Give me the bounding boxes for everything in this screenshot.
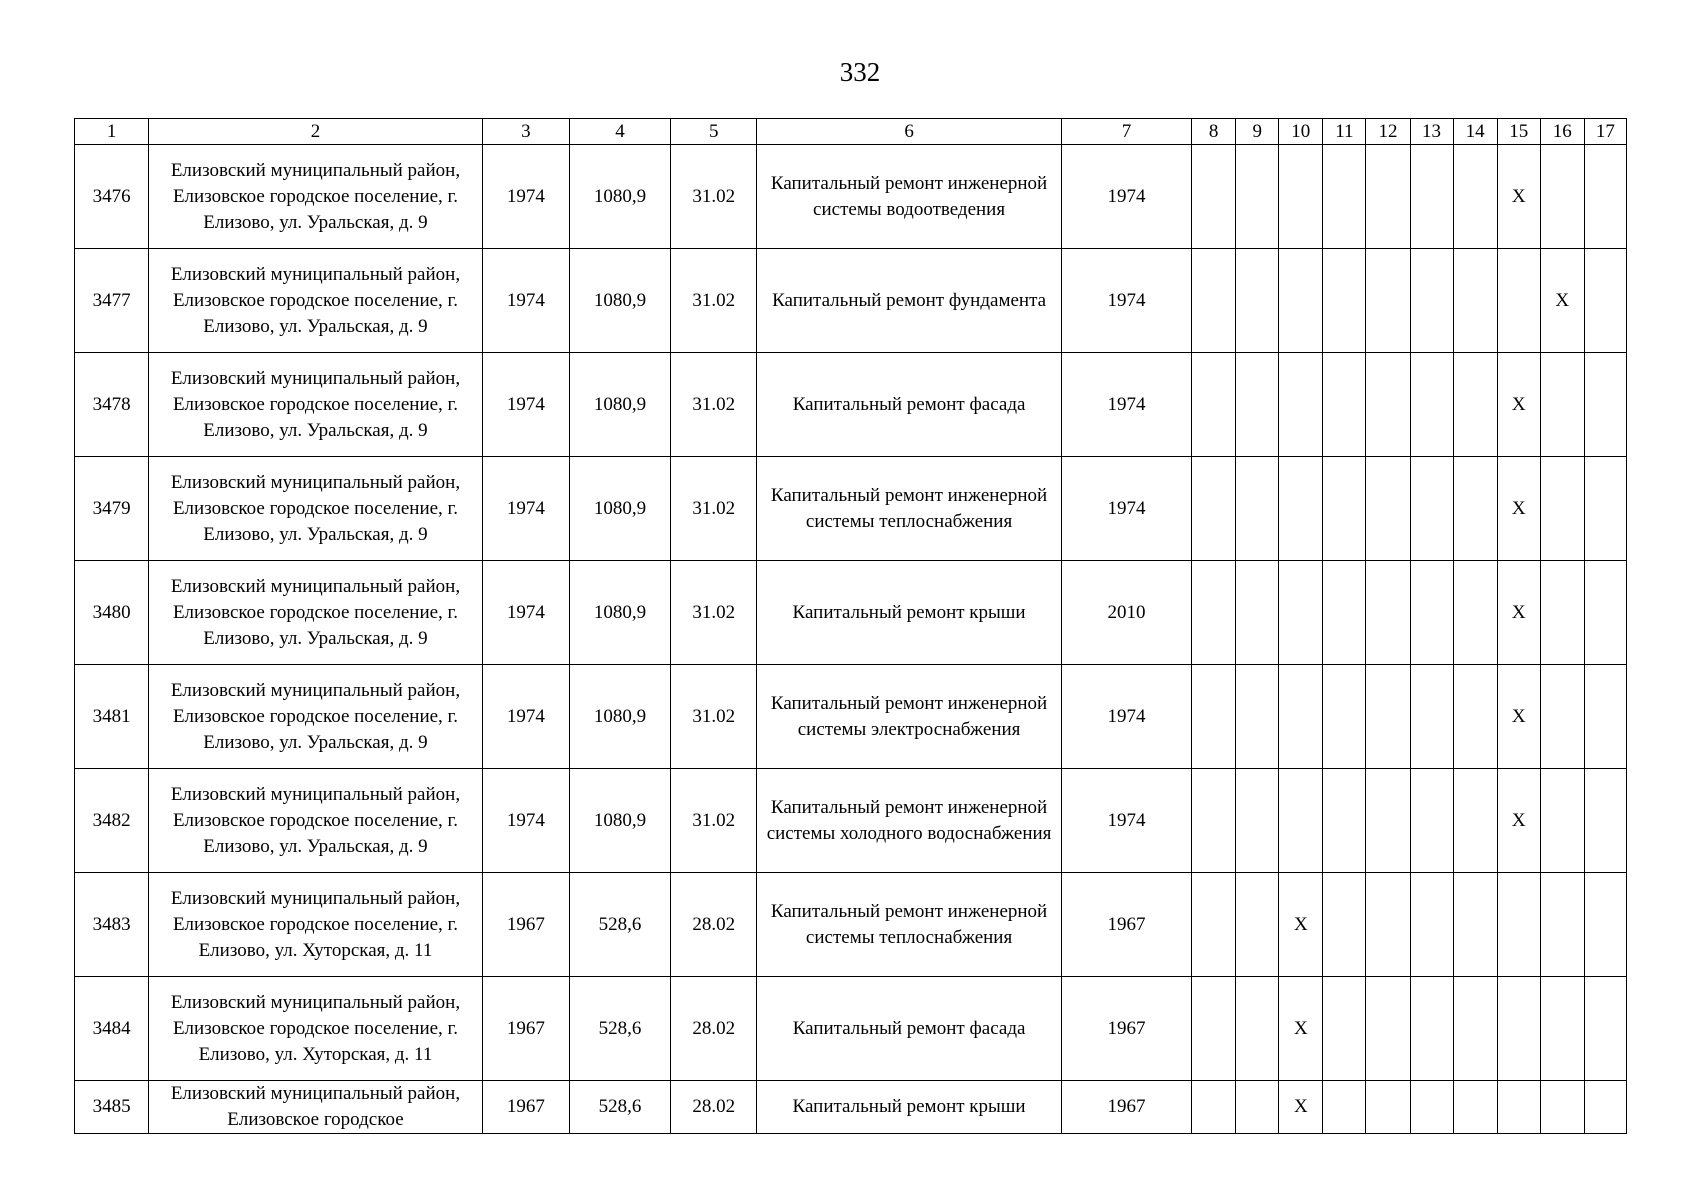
empty-cell-16: [1540, 1081, 1584, 1134]
mark-cell-15: X: [1497, 145, 1540, 249]
last-repair-year-cell: 1967: [1061, 873, 1191, 977]
work-type-cell: Капитальный ремонт крыши: [757, 561, 1062, 665]
area-cell: 528,6: [569, 1081, 670, 1134]
empty-cell-17: [1584, 1081, 1626, 1134]
address-text: Елизовский муниципальный район, Елизовское городское поселение, г. Елизово, ул. Уральская, д. 9: [170, 679, 461, 753]
column-number-11: 11: [1323, 119, 1366, 145]
empty-cell-13: [1410, 457, 1453, 561]
last-repair-year-cell: 1974: [1061, 353, 1191, 457]
empty-cell-9: [1236, 665, 1279, 769]
empty-cell-15: [1497, 873, 1540, 977]
empty-cell-8: [1192, 561, 1236, 665]
column-number-3: 3: [482, 119, 569, 145]
wear-cell: 28.02: [671, 873, 757, 977]
table-row: [75, 769, 1627, 873]
empty-cell-11: [1323, 977, 1366, 1081]
empty-cell-14: [1453, 457, 1497, 561]
record-number-cell: 3484: [75, 977, 149, 1081]
empty-cell-16: [1540, 977, 1584, 1081]
mark-cell-10: X: [1279, 977, 1323, 1081]
table-body: [75, 119, 1627, 1134]
mark-cell-15: X: [1497, 665, 1540, 769]
empty-cell-9: [1236, 249, 1279, 353]
empty-cell-12: [1366, 457, 1410, 561]
empty-cell-17: [1584, 561, 1626, 665]
column-number-12: 12: [1366, 119, 1410, 145]
address-cell: [149, 353, 483, 457]
address-cell: [149, 561, 483, 665]
empty-cell-10: [1279, 145, 1323, 249]
mark-cell-10: X: [1279, 873, 1323, 977]
column-number-2: 2: [149, 119, 483, 145]
empty-cell-8: [1192, 353, 1236, 457]
address-text: Елизовский муниципальный район, Елизовское городское поселение, г. Елизово, ул. Уральская, д. 9: [170, 263, 461, 337]
column-number-15: 15: [1497, 119, 1540, 145]
address-cell: [149, 769, 483, 873]
empty-cell-11: [1323, 249, 1366, 353]
empty-cell-13: [1410, 769, 1453, 873]
column-number-8: 8: [1192, 119, 1236, 145]
empty-cell-13: [1410, 977, 1453, 1081]
address-cell: [149, 145, 483, 249]
work-type-cell: Капитальный ремонт инженерной системы холодного водоснабжения: [757, 769, 1062, 873]
last-repair-year-cell: 1967: [1061, 1081, 1191, 1134]
empty-cell-16: [1540, 769, 1584, 873]
empty-cell-8: [1192, 769, 1236, 873]
empty-cell-17: [1584, 873, 1626, 977]
empty-cell-17: [1584, 353, 1626, 457]
table-row: [75, 561, 1627, 665]
empty-cell-17: [1584, 977, 1626, 1081]
empty-cell-8: [1192, 249, 1236, 353]
empty-cell-12: [1366, 665, 1410, 769]
table-row: [75, 1081, 1627, 1134]
table-row: [75, 457, 1627, 561]
empty-cell-11: [1323, 145, 1366, 249]
empty-cell-17: [1584, 457, 1626, 561]
empty-cell-12: [1366, 249, 1410, 353]
work-type-cell: Капитальный ремонт инженерной системы теплоснабжения: [757, 873, 1062, 977]
wear-cell: 31.02: [671, 665, 757, 769]
column-number-17: 17: [1584, 119, 1626, 145]
empty-cell-8: [1192, 1081, 1236, 1134]
empty-cell-15: [1497, 1081, 1540, 1134]
address-text: Елизовский муниципальный район, Елизовское городское: [170, 1083, 461, 1130]
empty-cell-12: [1366, 353, 1410, 457]
last-repair-year-cell: 1974: [1061, 249, 1191, 353]
empty-cell-14: [1453, 769, 1497, 873]
record-number-cell: 3482: [75, 769, 149, 873]
empty-cell-9: [1236, 769, 1279, 873]
empty-cell-17: [1584, 665, 1626, 769]
wear-cell: 31.02: [671, 353, 757, 457]
column-number-16: 16: [1540, 119, 1584, 145]
column-number-row: [75, 119, 1627, 145]
table-row: [75, 873, 1627, 977]
record-number-cell: 3480: [75, 561, 149, 665]
area-cell: 1080,9: [569, 457, 670, 561]
last-repair-year-cell: 1967: [1061, 977, 1191, 1081]
empty-cell-15: [1497, 977, 1540, 1081]
table-row: [75, 977, 1627, 1081]
mark-cell-15: X: [1497, 769, 1540, 873]
address-cell: [149, 1081, 483, 1134]
empty-cell-13: [1410, 1081, 1453, 1134]
table-row: [75, 145, 1627, 249]
record-number-cell: 3479: [75, 457, 149, 561]
wear-cell: 31.02: [671, 249, 757, 353]
table-row: [75, 665, 1627, 769]
empty-cell-14: [1453, 353, 1497, 457]
empty-cell-14: [1453, 665, 1497, 769]
empty-cell-14: [1453, 145, 1497, 249]
column-number-7: 7: [1061, 119, 1191, 145]
empty-cell-8: [1192, 145, 1236, 249]
work-type-cell: Капитальный ремонт фундамента: [757, 249, 1062, 353]
address-cell: [149, 873, 483, 977]
build-year-cell: 1974: [482, 665, 569, 769]
column-number-14: 14: [1453, 119, 1497, 145]
build-year-cell: 1974: [482, 353, 569, 457]
column-number-1: 1: [75, 119, 149, 145]
wear-cell: 31.02: [671, 457, 757, 561]
address-text: Елизовский муниципальный район, Елизовское городское поселение, г. Елизово, ул. Уральская, д. 9: [170, 367, 461, 441]
empty-cell-12: [1366, 561, 1410, 665]
wear-cell: 28.02: [671, 1081, 757, 1134]
empty-cell-11: [1323, 457, 1366, 561]
empty-cell-16: [1540, 873, 1584, 977]
empty-cell-13: [1410, 873, 1453, 977]
empty-cell-8: [1192, 873, 1236, 977]
area-cell: 1080,9: [569, 353, 670, 457]
column-number-10: 10: [1279, 119, 1323, 145]
column-number-9: 9: [1236, 119, 1279, 145]
wear-cell: 28.02: [671, 977, 757, 1081]
column-number-6: 6: [757, 119, 1062, 145]
work-type-cell: Капитальный ремонт фасада: [757, 353, 1062, 457]
record-number-cell: 3477: [75, 249, 149, 353]
address-cell: [149, 665, 483, 769]
area-cell: 1080,9: [569, 665, 670, 769]
empty-cell-9: [1236, 1081, 1279, 1134]
table-row: [75, 353, 1627, 457]
address-text: Елизовский муниципальный район, Елизовское городское поселение, г. Елизово, ул. Хуторская, д. 11: [170, 887, 461, 961]
empty-cell-12: [1366, 977, 1410, 1081]
mark-cell-15: X: [1497, 561, 1540, 665]
empty-cell-9: [1236, 561, 1279, 665]
wear-cell: 31.02: [671, 769, 757, 873]
empty-cell-13: [1410, 353, 1453, 457]
address-text: Елизовский муниципальный район, Елизовское городское поселение, г. Елизово, ул. Уральская, д. 9: [170, 159, 461, 233]
empty-cell-10: [1279, 665, 1323, 769]
address-text: Елизовский муниципальный район, Елизовское городское поселение, г. Елизово, ул. Уральская, д. 9: [170, 575, 461, 649]
build-year-cell: 1967: [482, 873, 569, 977]
build-year-cell: 1967: [482, 977, 569, 1081]
empty-cell-10: [1279, 249, 1323, 353]
area-cell: 1080,9: [569, 561, 670, 665]
empty-cell-16: [1540, 353, 1584, 457]
empty-cell-16: [1540, 145, 1584, 249]
empty-cell-13: [1410, 145, 1453, 249]
column-number-13: 13: [1410, 119, 1453, 145]
empty-cell-14: [1453, 561, 1497, 665]
empty-cell-9: [1236, 873, 1279, 977]
record-number-cell: 3485: [75, 1081, 149, 1134]
work-type-cell: Капитальный ремонт крыши: [757, 1081, 1062, 1134]
empty-cell-17: [1584, 769, 1626, 873]
empty-cell-13: [1410, 249, 1453, 353]
empty-cell-15: [1497, 249, 1540, 353]
record-number-cell: 3483: [75, 873, 149, 977]
empty-cell-12: [1366, 873, 1410, 977]
empty-cell-9: [1236, 977, 1279, 1081]
area-cell: 528,6: [569, 977, 670, 1081]
area-cell: 1080,9: [569, 145, 670, 249]
last-repair-year-cell: 1974: [1061, 665, 1191, 769]
empty-cell-16: [1540, 561, 1584, 665]
record-number-cell: 3481: [75, 665, 149, 769]
empty-cell-11: [1323, 665, 1366, 769]
mark-cell-16: X: [1540, 249, 1584, 353]
column-number-4: 4: [569, 119, 670, 145]
empty-cell-14: [1453, 873, 1497, 977]
build-year-cell: 1974: [482, 457, 569, 561]
build-year-cell: 1974: [482, 249, 569, 353]
empty-cell-13: [1410, 665, 1453, 769]
empty-cell-11: [1323, 873, 1366, 977]
build-year-cell: 1967: [482, 1081, 569, 1134]
empty-cell-9: [1236, 353, 1279, 457]
empty-cell-10: [1279, 561, 1323, 665]
area-cell: 1080,9: [569, 769, 670, 873]
empty-cell-9: [1236, 457, 1279, 561]
empty-cell-14: [1453, 249, 1497, 353]
address-text: Елизовский муниципальный район, Елизовское городское поселение, г. Елизово, ул. Уральская, д. 9: [170, 471, 461, 545]
empty-cell-8: [1192, 665, 1236, 769]
area-cell: 528,6: [569, 873, 670, 977]
empty-cell-10: [1279, 353, 1323, 457]
address-text: Елизовский муниципальный район, Елизовское городское поселение, г. Елизово, ул. Хуторская, д. 11: [170, 991, 461, 1065]
wear-cell: 31.02: [671, 561, 757, 665]
page-number: 332: [839, 57, 881, 87]
address-cell: [149, 249, 483, 353]
build-year-cell: 1974: [482, 769, 569, 873]
build-year-cell: 1974: [482, 561, 569, 665]
last-repair-year-cell: 2010: [1061, 561, 1191, 665]
empty-cell-12: [1366, 145, 1410, 249]
empty-cell-14: [1453, 977, 1497, 1081]
empty-cell-10: [1279, 769, 1323, 873]
address-cell: [149, 457, 483, 561]
empty-cell-16: [1540, 665, 1584, 769]
empty-cell-10: [1279, 457, 1323, 561]
empty-cell-17: [1584, 145, 1626, 249]
wear-cell: 31.02: [671, 145, 757, 249]
mark-cell-15: X: [1497, 353, 1540, 457]
last-repair-year-cell: 1974: [1061, 457, 1191, 561]
record-number-cell: 3476: [75, 145, 149, 249]
empty-cell-17: [1584, 249, 1626, 353]
table-row: [75, 249, 1627, 353]
last-repair-year-cell: 1974: [1061, 769, 1191, 873]
column-number-5: 5: [671, 119, 757, 145]
empty-cell-16: [1540, 457, 1584, 561]
work-type-cell: Капитальный ремонт инженерной системы теплоснабжения: [757, 457, 1062, 561]
empty-cell-14: [1453, 1081, 1497, 1134]
capital-repair-table: [74, 118, 1627, 1134]
last-repair-year-cell: 1974: [1061, 145, 1191, 249]
mark-cell-15: X: [1497, 457, 1540, 561]
work-type-cell: Капитальный ремонт инженерной системы электроснабжения: [757, 665, 1062, 769]
work-type-cell: Капитальный ремонт инженерной системы водоотведения: [757, 145, 1062, 249]
mark-cell-10: X: [1279, 1081, 1323, 1134]
work-type-cell: Капитальный ремонт фасада: [757, 977, 1062, 1081]
empty-cell-12: [1366, 1081, 1410, 1134]
empty-cell-9: [1236, 145, 1279, 249]
empty-cell-11: [1323, 769, 1366, 873]
empty-cell-8: [1192, 977, 1236, 1081]
empty-cell-8: [1192, 457, 1236, 561]
empty-cell-11: [1323, 1081, 1366, 1134]
build-year-cell: 1974: [482, 145, 569, 249]
record-number-cell: 3478: [75, 353, 149, 457]
empty-cell-12: [1366, 769, 1410, 873]
address-cell: [149, 977, 483, 1081]
empty-cell-13: [1410, 561, 1453, 665]
empty-cell-11: [1323, 353, 1366, 457]
address-text: Елизовский муниципальный район, Елизовское городское поселение, г. Елизово, ул. Уральская, д. 9: [170, 783, 461, 857]
empty-cell-11: [1323, 561, 1366, 665]
area-cell: 1080,9: [569, 249, 670, 353]
